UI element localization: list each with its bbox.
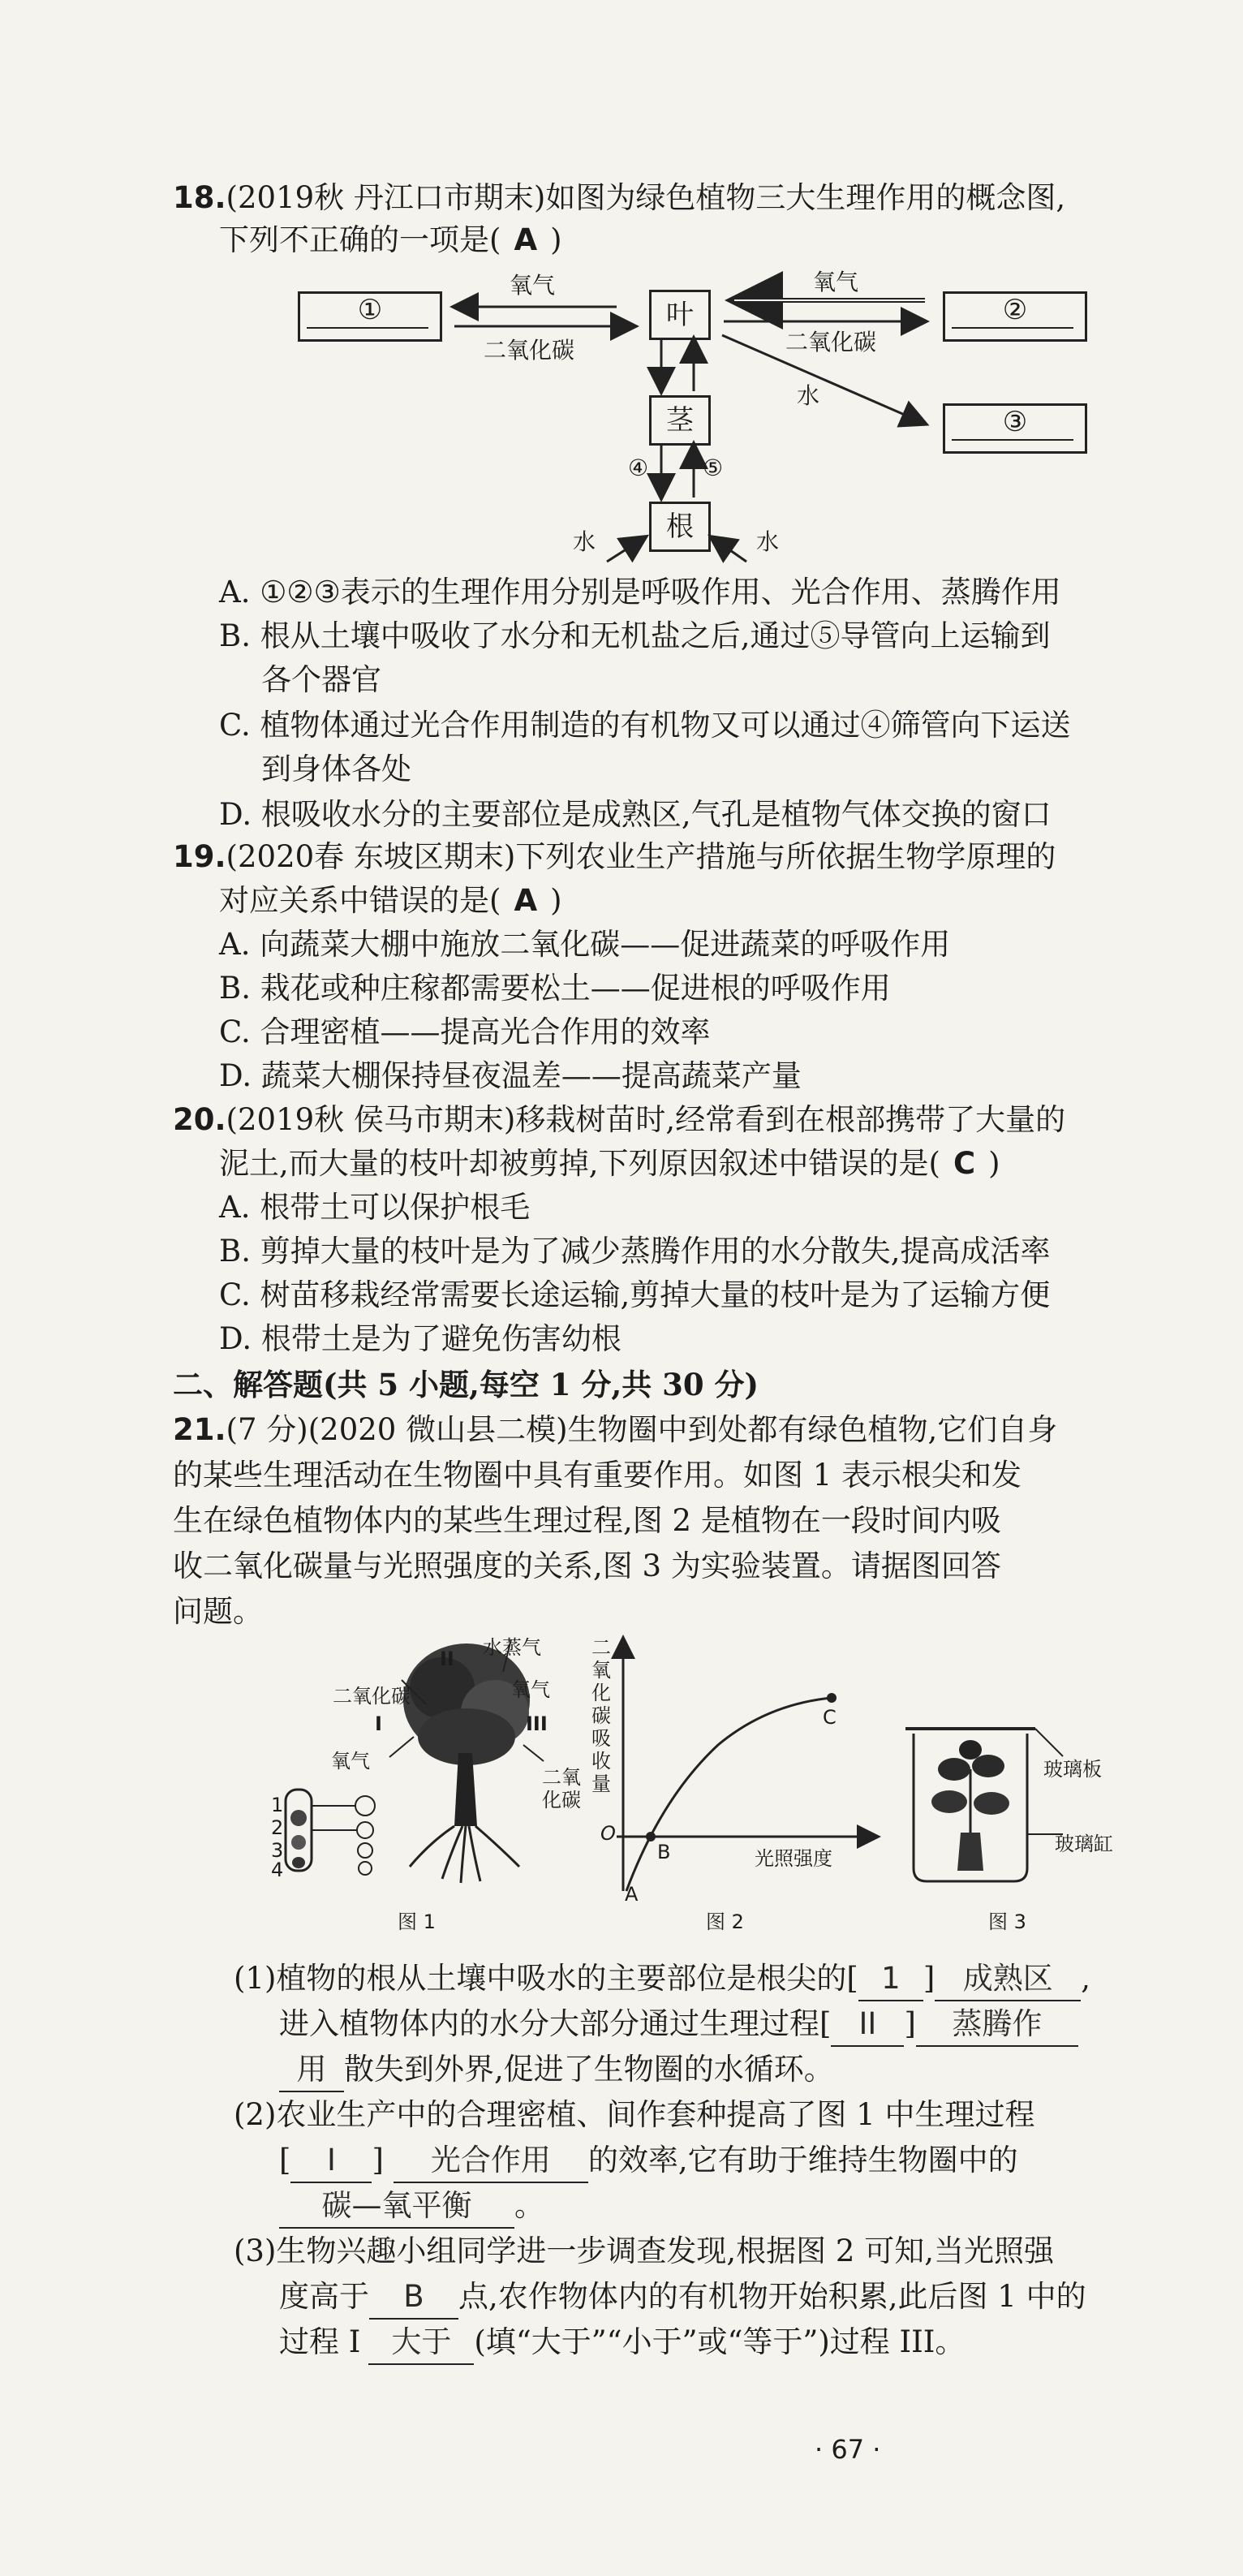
q21-number: 21.	[173, 1412, 226, 1447]
q18-option-a: A. ①②③表示的生理作用分别是呼吸作用、光合作用、蒸腾作用	[219, 575, 1061, 610]
label-arrow-4: ④	[628, 454, 649, 481]
label-water-diagonal: 水	[797, 382, 820, 409]
q19-option-a: A. 向蔬菜大棚中施放二氧化碳——促进蔬菜的呼吸作用	[219, 927, 951, 962]
fig1-oxygen-left: 氧气	[331, 1750, 370, 1773]
q21-stem-5: 问题。	[173, 1594, 263, 1629]
q19-stem-close: )	[550, 883, 562, 918]
fig1-oxygen-top: 氧气	[511, 1678, 550, 1701]
figure-2	[584, 1623, 892, 1933]
q21-sub2-text-b: [	[279, 2143, 291, 2178]
fig1-num-4: 4	[271, 1859, 284, 1881]
fig2-point-b	[646, 1832, 656, 1842]
q21-sub3-blank-1: B	[369, 2276, 458, 2320]
label-water-left: 水	[573, 528, 596, 555]
q20-line2	[219, 1143, 1000, 1185]
fig1-co2-top: 二氧化碳	[333, 1685, 411, 1708]
q21-sub1-text-e: ]	[904, 2006, 916, 2041]
fig2-label-a: A	[625, 1883, 639, 1906]
q19-option-c: C. 合理密植——提高光合作用的效率	[219, 1014, 711, 1049]
q21-sub2-text-d: 的效率,它有助于维持生物圈中的	[587, 2143, 1018, 2178]
q21-sub3-line3	[279, 2321, 965, 2365]
q21-sub2-blank-2: 光合作用	[394, 2139, 588, 2183]
q18-stem-1: (2019秋 丹江口市期末)如图为绿色植物三大生理作用的概念图,	[226, 180, 1066, 215]
q18-option-c-2: 到身体各处	[261, 752, 411, 786]
fig1-num-2: 2	[271, 1816, 284, 1839]
q21-sub1-line1	[234, 1958, 1090, 2001]
q21-sub1-text-b: ]	[923, 1961, 935, 1996]
fig2-ylabel-char: 化	[591, 1682, 611, 1704]
q21-sub3-text-d: 过程 I	[279, 2324, 361, 2359]
fig2-ylabel-char: 收	[591, 1750, 611, 1773]
q19-answer: A	[514, 883, 538, 918]
fig1-caption: 图 1	[398, 1910, 436, 1933]
box-1-label: ①	[357, 294, 383, 326]
fig2-ylabel-char: 氧	[591, 1659, 611, 1682]
q21-sub3-line1: (3)生物兴趣小组同学进一步调查发现,根据图 2 可知,当光照强	[234, 2234, 1054, 2268]
fig2-label-b: B	[657, 1841, 671, 1863]
q20-line1	[173, 1099, 1065, 1141]
fig1-roman-2: II	[440, 1648, 454, 1670]
fig1-roman-3: III	[526, 1712, 548, 1735]
q20-stem-close: )	[988, 1146, 1000, 1181]
label-co2-right: 二氧化碳	[785, 329, 877, 355]
stem-label: 茎	[666, 404, 694, 437]
fig2-origin: O	[600, 1822, 616, 1845]
q21-sub1-blank-4: 蒸腾作	[916, 2003, 1078, 2047]
q21-sub2-text-e: 。	[514, 2188, 544, 2223]
page-number: · 67 ·	[815, 2434, 881, 2465]
q21-sub2-blank-3: 碳—氧平衡	[279, 2185, 514, 2229]
section-note: (共 5 小题,每空 1 分,共 30 分)	[323, 1367, 759, 1402]
q21-sub1-blank-3: II	[831, 2003, 904, 2047]
q19-line1	[173, 836, 1056, 878]
q20-stem-1: (2019秋 侯马市期末)移栽树苗时,经常看到在根部携带了大量的	[226, 1102, 1066, 1137]
fig1-steam: 水蒸气	[483, 1636, 541, 1659]
q21-sub2-blank-1: I	[290, 2139, 372, 2183]
fig2-ylabel-char: 碳	[591, 1704, 611, 1727]
q18-answer: A	[514, 222, 538, 257]
q19-stem-2: 对应关系中错误的是(	[219, 883, 501, 918]
root-label: 根	[666, 510, 694, 543]
q20-option-b: B. 剪掉大量的枝叶是为了减少蒸腾作用的水分散失,提高成活率	[219, 1234, 1051, 1269]
q18-concept-diagram	[0, 0, 1243, 584]
label-oxygen-right: 氧气	[813, 269, 859, 295]
q21-sub1-text-d: 进入植物体内的水分大部分通过生理过程[	[279, 2006, 832, 2041]
q20-option-d: D. 根带土是为了避免伤害幼根	[219, 1321, 622, 1356]
label-co2-left: 二氧化碳	[484, 337, 575, 364]
tree-illustration	[268, 1623, 576, 1899]
fig2-ylabel-char: 量	[591, 1773, 611, 1795]
fig3-apparatus	[901, 1712, 1136, 1915]
q21-sub1-blank-4-cont: 用	[279, 2048, 344, 2092]
q21-line1	[173, 1409, 1057, 1451]
q21-sub3-blank-2: 大于	[368, 2321, 474, 2365]
q20-option-a: A. 根带土可以保护根毛	[219, 1190, 531, 1225]
q18-option-c-1: C. 植物体通过光合作用制造的有机物又可以通过④筛管向下运送	[219, 708, 1071, 743]
figure-3	[901, 1712, 1136, 1933]
box-2-label: ②	[1002, 294, 1028, 326]
q21-sub1-text-f: 散失到外界,促进了生物圈的水循环。	[344, 2052, 834, 2087]
section-title: 二、解答题	[173, 1368, 323, 1402]
label-arrow-5: ⑤	[703, 454, 724, 481]
q21-sub1-blank-2: 成熟区	[935, 1958, 1081, 2001]
fig3-caption: 图 3	[988, 1910, 1026, 1933]
fig2-caption: 图 2	[706, 1910, 744, 1933]
q21-sub3-text-c: 点,农作物体内的有机物开始积累,此后图 1 中的	[458, 2279, 1086, 2314]
fig1-co2-right-2: 化碳	[542, 1789, 581, 1811]
q21-sub1-line2	[279, 2003, 1078, 2047]
fig2-point-c	[827, 1693, 837, 1703]
q21-sub1-text-c: ,	[1081, 1961, 1091, 1996]
q19-line2	[219, 880, 562, 922]
q21-stem-2: 的某些生理活动在生物圈中具有重要作用。如图 1 表示根尖和发	[173, 1458, 1022, 1493]
q21-sub1-blank-1: 1	[858, 1958, 923, 2001]
label-oxygen-left: 氧气	[510, 272, 556, 299]
q21-sub2-text-c: ]	[372, 2143, 384, 2178]
q20-number: 20.	[173, 1102, 226, 1137]
q19-number: 19.	[173, 839, 226, 874]
q21-sub1-line3	[279, 2048, 834, 2092]
section-heading	[173, 1363, 759, 1406]
q18-stem-close: )	[550, 222, 562, 257]
figure-1	[268, 1623, 581, 1933]
fig2-xlabel: 光照强度	[755, 1847, 832, 1870]
q21-stem-3: 生在绿色植物体内的某些生理过程,图 2 是植物在一段时间内吸	[173, 1503, 1001, 1538]
q20-option-c: C. 树苗移栽经常需要长途运输,剪掉大量的枝叶是为了运输方便	[219, 1277, 1051, 1312]
fig2-ylabel-char: 二	[591, 1636, 611, 1659]
q21-stem-4: 收二氧化碳量与光照强度的关系,图 3 为实验装置。请据图回答	[173, 1549, 1001, 1583]
q19-option-b: B. 栽花或种庄稼都需要松土——促进根的呼吸作用	[219, 971, 891, 1006]
fig3-label-jar: 玻璃缸	[1055, 1833, 1113, 1855]
q19-stem-1: (2020春 东坡区期末)下列农业生产措施与所依据生物学原理的	[226, 839, 1056, 874]
q21-sub3-text-b: 度高于	[279, 2279, 369, 2314]
diagram-arrows	[0, 0, 1243, 584]
label-water-right: 水	[756, 528, 780, 555]
q18-option-b-1: B. 根从土壤中吸收了水分和无机盐之后,通过⑤导管向上运输到	[219, 618, 1051, 653]
q21-sub2-line1: (2)农业生产中的合理密植、间作套种提高了图 1 中生理过程	[234, 2097, 1035, 2132]
fig2-plot	[584, 1623, 892, 1915]
q21-sub2-line3	[279, 2185, 544, 2229]
fig1-num-1: 1	[271, 1794, 284, 1816]
leaf-label: 叶	[666, 299, 694, 331]
box-3-label: ③	[1002, 406, 1028, 438]
q18-option-d: D. 根吸收水分的主要部位是成熟区,气孔是植物气体交换的窗口	[219, 797, 1052, 832]
q18-number: 18.	[173, 180, 226, 215]
fig1-roman-1: I	[375, 1712, 382, 1735]
q19-option-d: D. 蔬菜大棚保持昼夜温差——提高蔬菜产量	[219, 1058, 802, 1093]
q20-answer: C	[953, 1146, 976, 1181]
q21-sub1-text-a: (1)植物的根从土壤中吸水的主要部位是根尖的[	[234, 1961, 858, 1996]
q21-stem-1: (7 分)(2020 微山县二模)生物圈中到处都有绿色植物,它们自身	[226, 1412, 1058, 1447]
fig1-co2-right-1: 二氧	[542, 1766, 581, 1789]
q20-stem-2: 泥土,而大量的枝叶却被剪掉,下列原因叙述中错误的是(	[219, 1146, 940, 1181]
q21-sub3-text-e: (填“大于”“小于”或“等于”)过程 III。	[474, 2324, 966, 2359]
q21-sub2-line2	[279, 2139, 1018, 2183]
fig2-ylabel-char: 吸	[591, 1727, 611, 1750]
fig2-label-c: C	[823, 1706, 837, 1729]
q18-option-b-2: 各个器官	[261, 662, 381, 697]
fig3-label-plate: 玻璃板	[1043, 1758, 1102, 1781]
q21-sub3-line2	[279, 2276, 1086, 2320]
fig1-num-3: 3	[271, 1839, 284, 1862]
q18-stem-2: 下列不正确的一项是(	[219, 222, 501, 257]
